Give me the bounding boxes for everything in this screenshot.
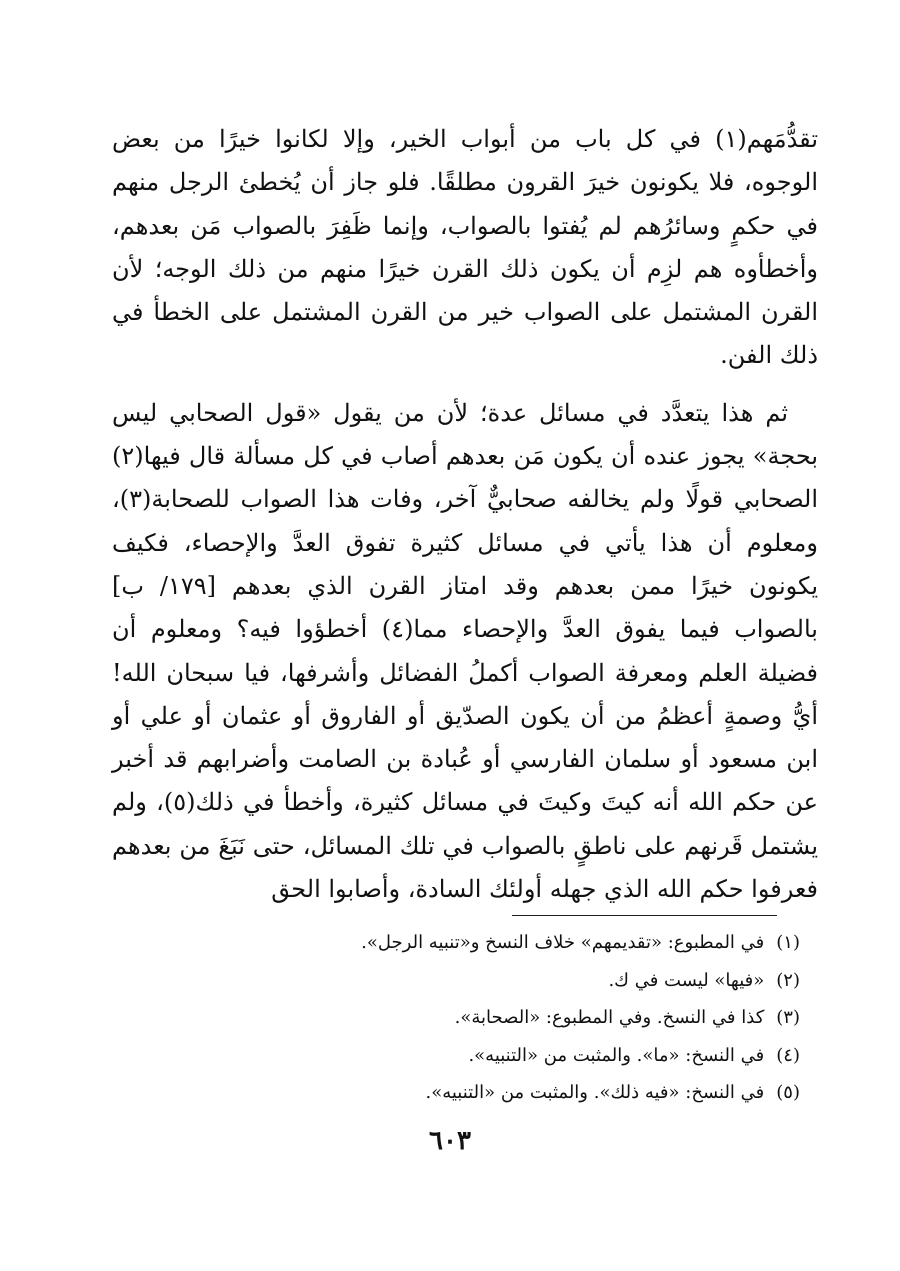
footnotes-list xyxy=(250,924,800,1112)
footnote-4 xyxy=(250,1037,800,1075)
footnote-text: في النسخ: «ما». والمثبت من «التنبيه». xyxy=(468,1044,765,1066)
paragraph-1: تقدُّمَهم(١) في كل باب من أبواب الخير، وإلا لكانوا خيرًا من بعض الوجوه، فلا يكونون خيرَ القرون مطلقًا. فلو جاز أن يُخطئ الرجل منهم في حكمٍ وسائرُهم لم يُفتوا بالصواب، وإنما ظَفِرَ بالصواب مَن بعدهم، وأخطأوه هم لزِم أن يكون ذلك القرن خيرًا منهم من ذلك الوجه؛ لأن القرن المشتمل على الصواب خير من القرن المشتمل على الخطأ في ذلك الفن. xyxy=(112,125,818,370)
footnote-separator xyxy=(512,915,777,916)
footnote-text: كذا في النسخ. وفي المطبوع: «الصحابة». xyxy=(454,1007,765,1028)
footnote-number: (٢) xyxy=(776,969,800,991)
footnote-number: (١) xyxy=(776,932,800,953)
main-text-block xyxy=(112,118,818,911)
paragraph-2: ثم هذا يتعدَّد في مسائل عدة؛ لأن من يقول «قول الصحابي ليس بحجة» يجوز عنده أن يكون مَن بعدهم أصاب في كل مسألة قال فيها(٢) الصحابي قولًا ولم يخالفه صحابيٌّ آخر، وفات هذا الصواب للصحابة(٣)، ومعلوم أن هذا يأتي في مسائل كثيرة تفوق العدَّ والإحصاء، فكيف يكونون خيرًا ممن بعدهم وقد امتاز القرن الذي بعدهم [١٧٩/ ب] بالصواب فيما يفوق العدَّ والإحصاء مما(٤) أخطؤوا فيه؟ ومعلوم أن فضيلة العلم ومعرفة الصواب أكملُ الفضائل وأشرفها، فيا سبحان الله! أيُّ وصمةٍ أعظمُ من أن يكون الصدّيق أو الفاروق أو عثمان أو علي أو ابن مسعود أو سلمان الفارسي أو عُبادة بن الصامت وأضرابهم قد أخبر عن حكم الله أنه كيتَ وكيتَ في مسائل كثيرة، وأخطأ في ذلك(٥)، ولم يشتمل قَرنهم على ناطقٍ بالصواب في تلك المسائل، حتى نَبَغَ من بعدهم فعرفوا حكم الله الذي جهله أولئك السادة، وأصابوا الحق xyxy=(112,398,818,904)
footnote-number: (٣) xyxy=(776,1007,800,1028)
footnote-number: (٥) xyxy=(776,1082,800,1103)
footnote-5 xyxy=(250,1074,800,1112)
footnote-text: في النسخ: «فيه ذلك». والمثبت من «التنبيه». xyxy=(425,1082,765,1103)
footnote-text: «فيها» ليست في ك. xyxy=(608,969,765,991)
footnote-3 xyxy=(250,999,800,1037)
paragraph-gap xyxy=(112,378,818,392)
footnote-number: (٤) xyxy=(776,1044,800,1066)
footnote-1 xyxy=(250,924,800,962)
page-number: ٦٠٣ xyxy=(429,1126,471,1156)
footnote-text: في المطبوع: «تقديمهم» خلاف النسخ و«تنبيه الرجل». xyxy=(361,932,765,953)
footnote-2 xyxy=(250,962,800,1000)
